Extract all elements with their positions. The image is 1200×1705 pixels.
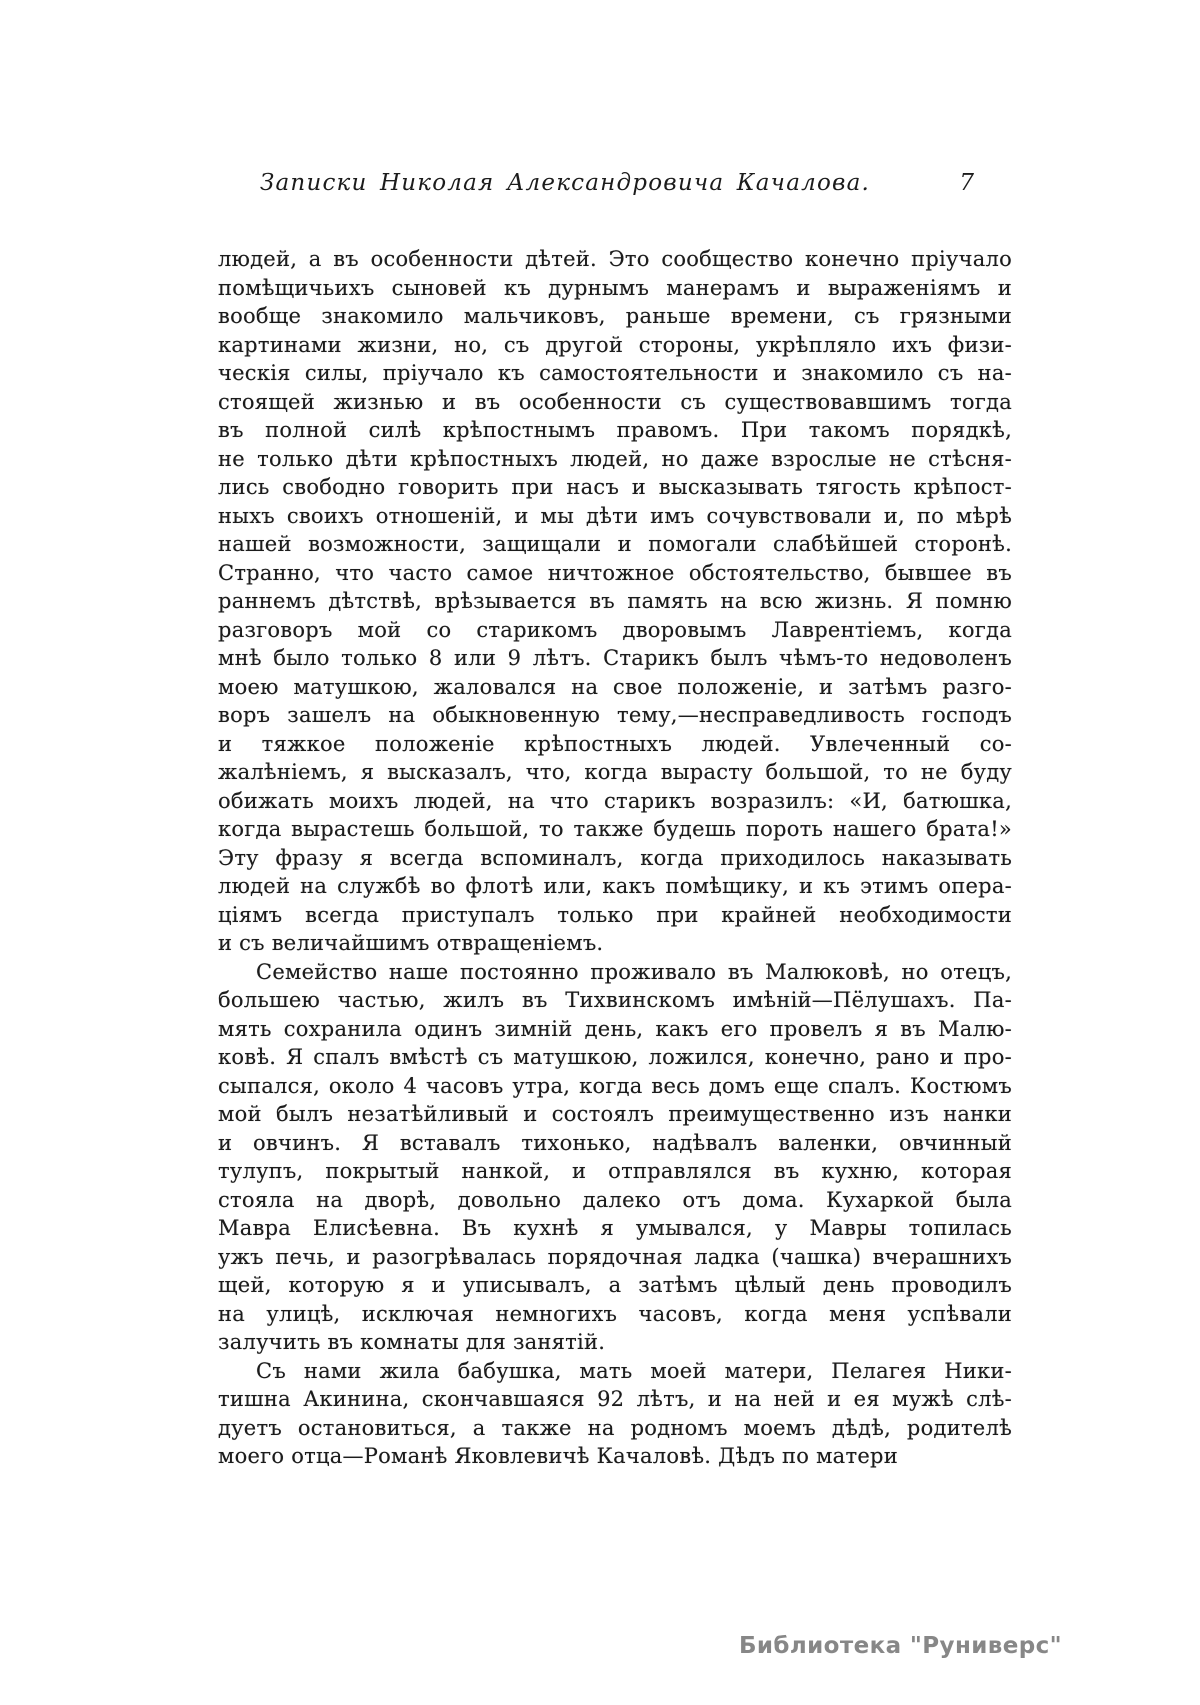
text-line: картинами жизни, но, съ другой стороны, укрѣпляло ихъ физи- <box>218 332 1012 357</box>
text-line: помѣщичьихъ сыновей къ дурнымъ манерамъ и выраженіямъ и <box>218 275 1012 300</box>
body-text <box>218 245 1012 1471</box>
text-line: и овчинъ. Я вставалъ тихонько, надѣвалъ валенки, овчинный <box>218 1130 1012 1155</box>
text-line: моего отца—Романѣ Яковлевичѣ Качаловѣ. Дѣдъ по матери <box>218 1444 898 1468</box>
text-line: щей, которую я и уписывалъ, а затѣмъ цѣлый день проводилъ <box>218 1273 1012 1297</box>
text-line: мой былъ незатѣйливый и состоялъ преимущественно изъ нанки <box>218 1102 1012 1126</box>
text-line: не только дѣти крѣпостныхъ людей, но даже взрослые не стѣсня- <box>218 446 1012 471</box>
text-line: ческія силы, пріучало къ самостоятельности и знакомило съ на- <box>218 361 1012 385</box>
text-line: Съ нами жила бабушка, мать моей матери, Пелагея Ники- <box>256 1358 1012 1383</box>
text-line: раннемъ дѣтствѣ, врѣзывается въ память на всю жизнь. Я помню <box>218 589 1012 613</box>
text-line: Мавра Елисѣевна. Въ кухнѣ я умывался, у Мавры топилась <box>218 1216 1012 1240</box>
page-number: 7 <box>959 170 974 196</box>
text-line: Странно, что часто самое ничтожное обстоятельство, бывшее въ <box>218 560 1012 585</box>
text-line: обижать моихъ людей, на что старикъ возразилъ: «И, батюшка, <box>218 788 1012 813</box>
text-line: ковѣ. Я спалъ вмѣстѣ съ матушкою, ложился, конечно, рано и про- <box>218 1045 1012 1069</box>
text-line: людей на службѣ во флотѣ или, какъ помѣщику, и къ этимъ опера- <box>218 874 1012 898</box>
text-line: и съ величайшимъ отвращеніемъ. <box>218 931 604 955</box>
text-line: залучить въ комнаты для занятій. <box>218 1330 606 1354</box>
text-line: сыпался, около 4 часовъ утра, когда весь домъ еще спалъ. Костюмъ <box>218 1073 1012 1098</box>
text-line: разговоръ мой со старикомъ дворовымъ Лаврентіемъ, когда <box>218 617 1012 642</box>
text-line: ныхъ своихъ отношеній, и мы дѣти имъ сочувствовали и, по мѣрѣ <box>218 503 1012 528</box>
text-line: вообще знакомило мальчиковъ, раньше времени, съ грязными <box>218 304 1012 328</box>
text-line: мнѣ было только 8 или 9 лѣтъ. Старикъ былъ чѣмъ-то недоволенъ <box>218 646 1012 670</box>
watermark-runivers: Библиотека "Руниверс" <box>738 1633 1062 1659</box>
text-line: людей, а въ особенности дѣтей. Это сообщество конечно пріучало <box>218 247 1012 271</box>
text-line: ціямъ всегда приступалъ только при крайней необходимости <box>218 902 1012 927</box>
text-line: воръ зашелъ на обыкновенную тему,—несправедливость господъ <box>218 703 1012 727</box>
text-line: тишна Акинина, скончавшаяся 92 лѣтъ, и на ней и ея мужѣ слѣ- <box>218 1387 1012 1411</box>
text-line: мять сохранила одинъ зимній день, какъ его провелъ я въ Малю- <box>218 1016 1012 1041</box>
text-line: нашей возможности, защищали и помогали слабѣйшей сторонѣ. <box>218 532 1012 556</box>
text-line: въ полной силѣ крѣпостнымъ правомъ. При такомъ порядкѣ, <box>218 418 1012 442</box>
running-header <box>218 167 1012 199</box>
text-line: Семейство наше постоянно проживало въ Малюковѣ, но отецъ, <box>256 959 1012 984</box>
text-line: и тяжкое положеніе крѣпостныхъ людей. Увлеченный со- <box>218 731 1012 756</box>
text-line: дуетъ остановиться, а также на родномъ моемъ дѣдѣ, родителѣ <box>218 1415 1012 1440</box>
text-line: Эту фразу я всегда вспоминалъ, когда приходилось наказывать <box>218 845 1012 870</box>
paragraph <box>218 1357 1012 1471</box>
text-line: когда вырастешь большой, то также будешь пороть нашего брата!» <box>218 817 1012 841</box>
text-line: большею частью, жилъ въ Тихвинскомъ имѣній—Пёлушахъ. Па- <box>218 988 1012 1012</box>
text-line: лись свободно говорить при насъ и высказывать тягость крѣпост- <box>218 475 1012 499</box>
text-line: моею матушкою, жаловался на свое положеніе, и затѣмъ разго- <box>218 674 1012 699</box>
paragraph <box>218 958 1012 1357</box>
paragraph <box>218 245 1012 958</box>
text-line: стояла на дворѣ, довольно далеко отъ дома. Кухаркой была <box>218 1187 1012 1212</box>
running-title: Записки Николая Александровича Качалова. <box>259 170 871 196</box>
text-line: стоящей жизнью и въ особенности съ существовавшимъ тогда <box>218 389 1012 414</box>
text-line: жалѣніемъ, я высказалъ, что, когда вырасту большой, то не буду <box>218 760 1012 784</box>
text-line: на улицѣ, исключая немногихъ часовъ, когда меня успѣвали <box>218 1301 1012 1326</box>
text-line: тулупъ, покрытый нанкой, и отправлялся въ кухню, которая <box>218 1159 1012 1183</box>
text-line: ужъ печь, и разогрѣвалась порядочная ладка (чашка) вчерашнихъ <box>218 1244 1012 1269</box>
